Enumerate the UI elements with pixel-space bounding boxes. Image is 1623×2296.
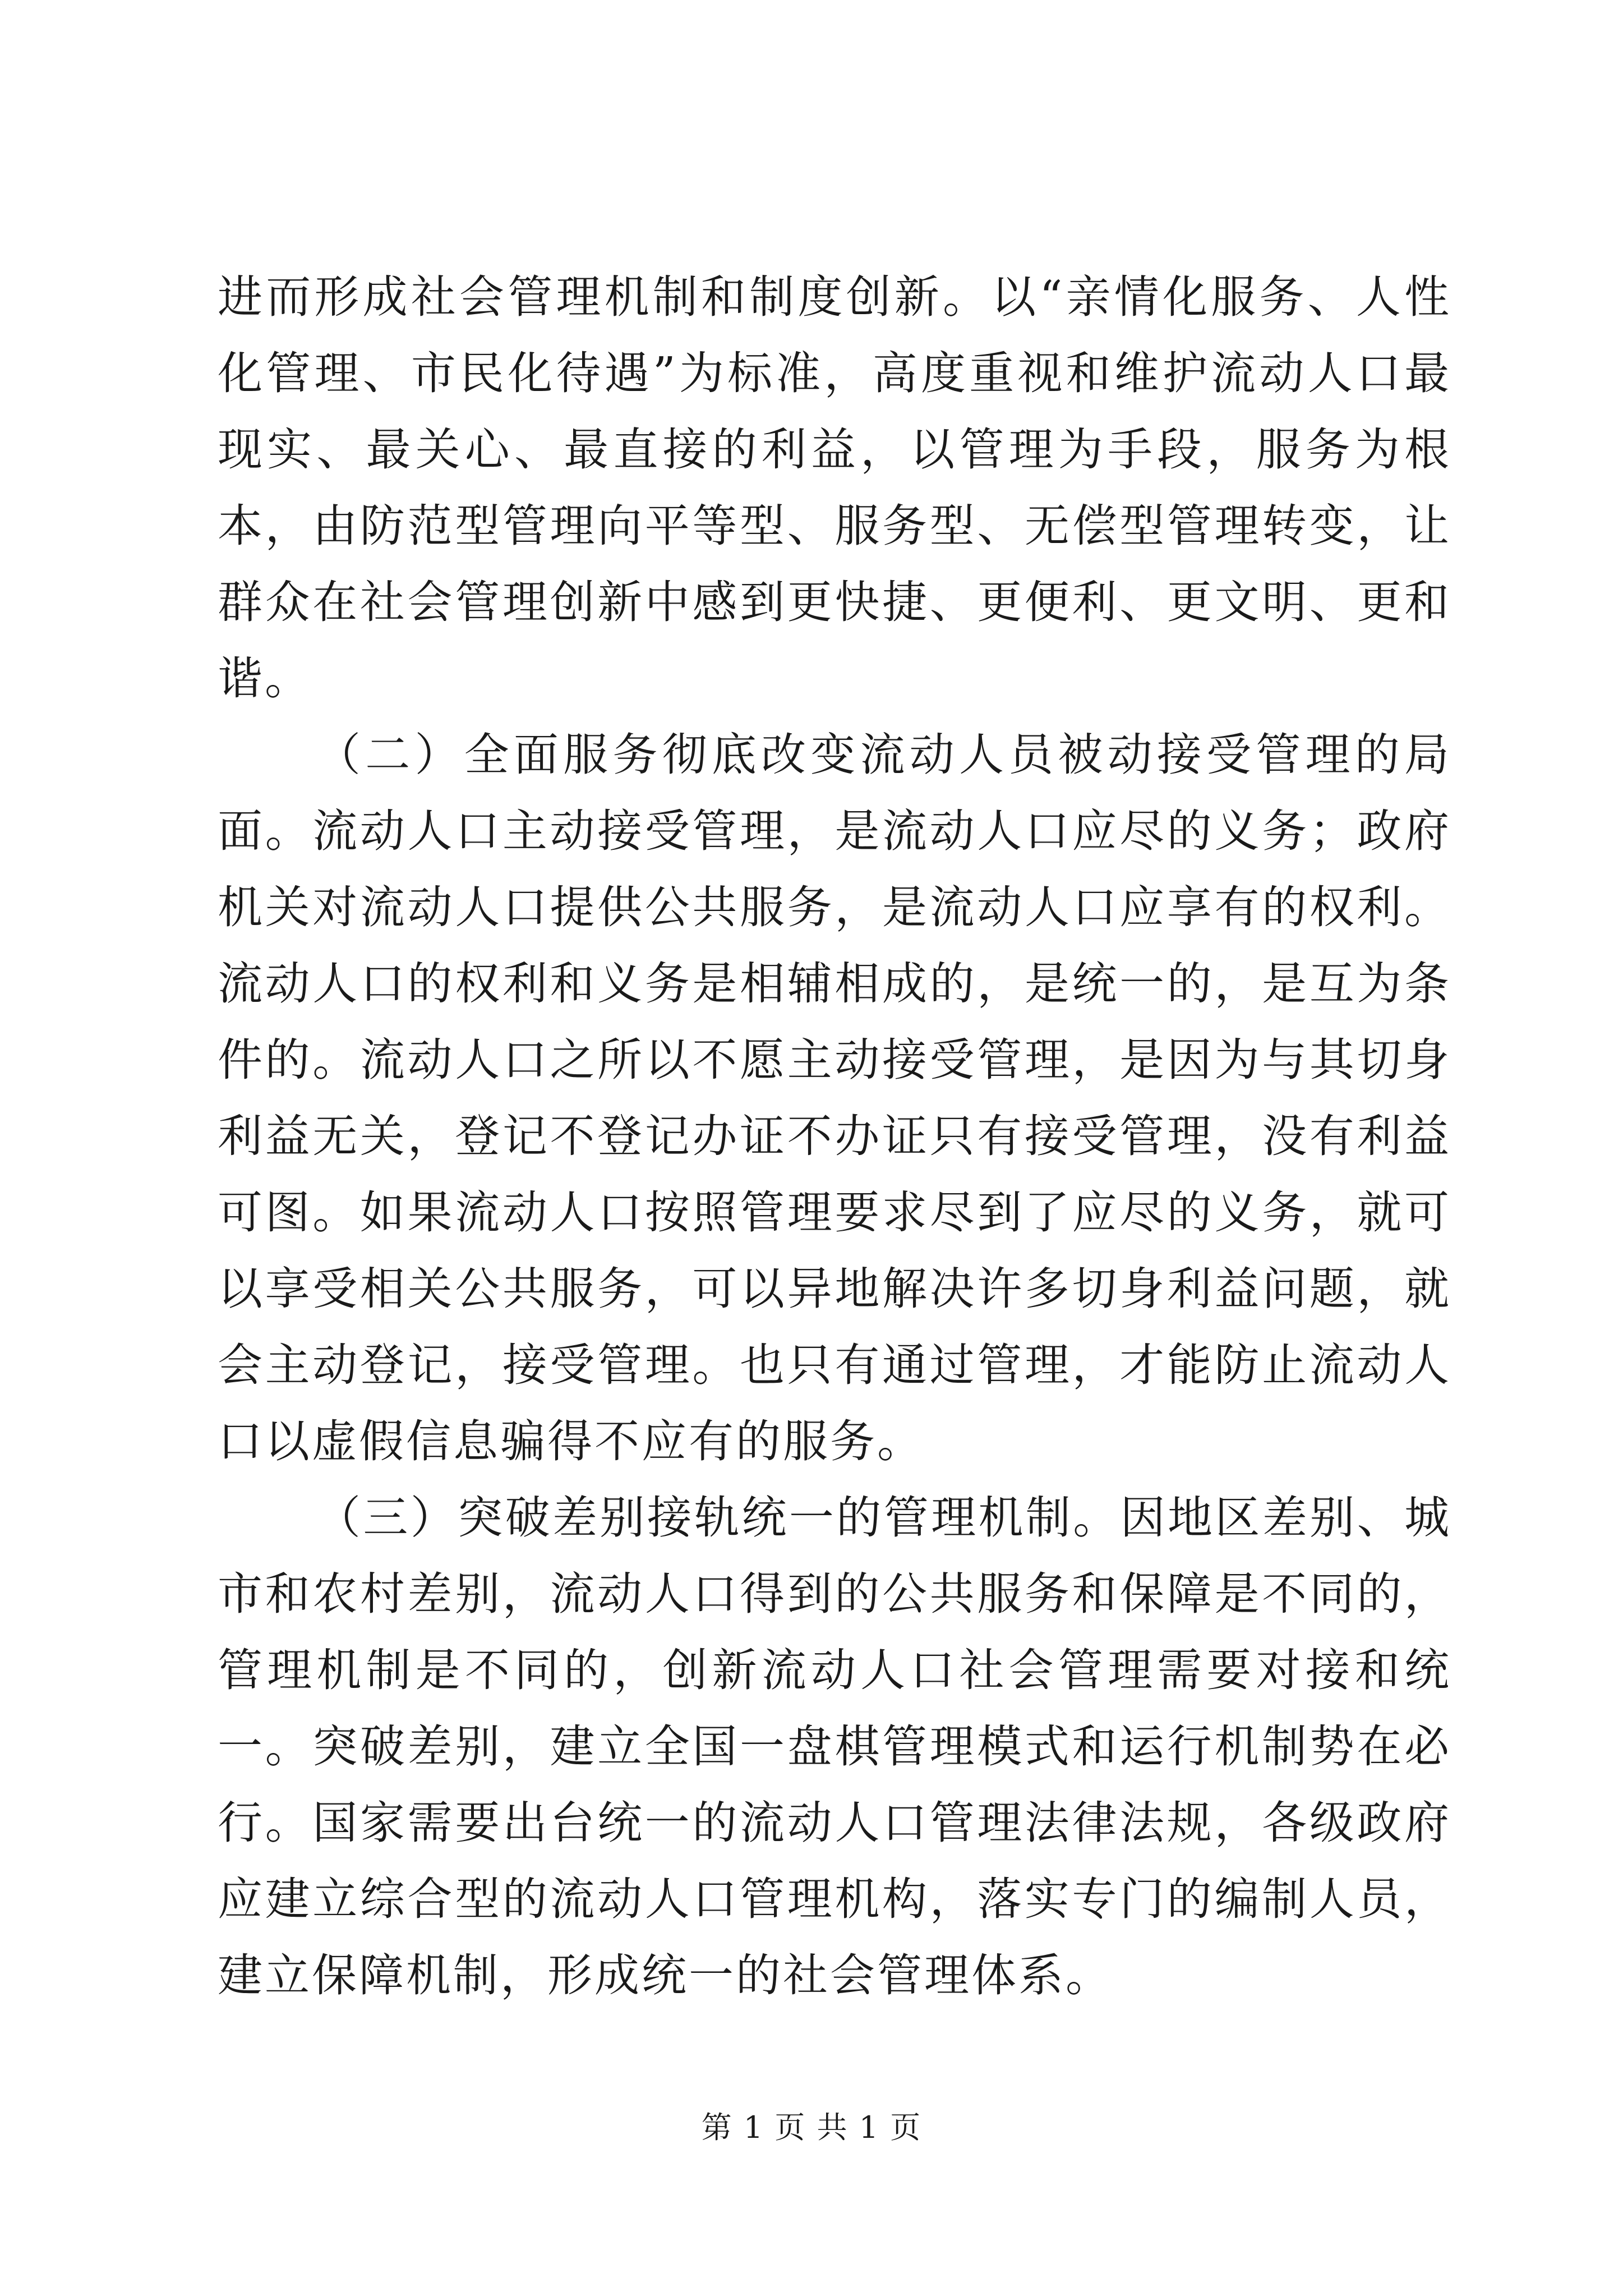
page-footer: 第 1 页 共 1 页: [701, 2110, 922, 2145]
paragraph-section-two: （二）全面服务彻底改变流动人员被动接受管理的局面。流动人口主动接受管理，是流动人口应尽的义务；政府机关对流动人口提供公共服务，是流动人口应享有的权利。流动人口的权利和义务是相辅相成的，是统一的，是互为条件的。流动人口之所以不愿主动接受管理，是因为与其切身利益无关，登记不登记办证不办证只有接受管理，没有利益可图。如果流动人口按照管理要求尽到了应尽的义务，就可以享受相关公共服务，可以异地解决许多切身利益问题，就会主动登记，接受管理。也只有通过管理，才能防止流动人口以虚假信息骗得不应有的服务。: [218, 729, 1451, 1467]
document-body: [218, 259, 1451, 2014]
paragraph-section-three: （三）突破差别接轨统一的管理机制。因地区差别、城市和农村差别，流动人口得到的公共服务和保障是不同的，管理机制是不同的，创新流动人口社会管理需要对接和统一。突破差别，建立全国一盘棋管理模式和运行机制势在必行。国家需要出台统一的流动人口管理法律法规，各级政府应建立综合型的流动人口管理机构，落实专门的编制人员，建立保障机制，形成统一的社会管理体系。: [218, 1492, 1451, 2001]
paragraph-continuation: 进而形成社会管理机制和制度创新。以“亲情化服务、人性化管理、市民化待遇”为标准，高度重视和维护流动人口最现实、最关心、最直接的利益，以管理为手段，服务为根本，由防范型管理向平等型、服务型、无偿型管理转变，让群众在社会管理创新中感到更快捷、更便利、更文明、更和谐。: [218, 271, 1451, 705]
